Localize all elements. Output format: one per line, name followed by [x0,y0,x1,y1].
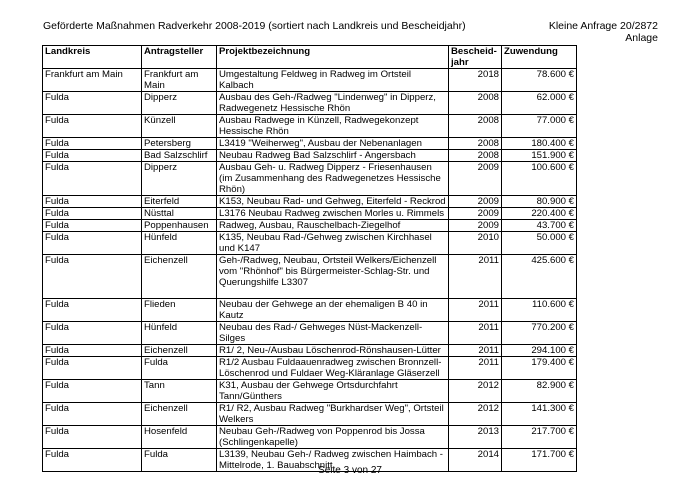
cell-zuwendung: 78.600 € [502,69,577,92]
table-row [43,232,577,255]
cell-jahr: 2014 [449,449,502,472]
cell-jahr: 2011 [449,299,502,322]
cell-zuwendung: 50.000 € [502,232,577,255]
cell-projekt: L3176 Neubau Radweg zwischen Morles u. Rimmels [217,208,449,220]
table-row [43,220,577,232]
table-row [43,208,577,220]
cell-projekt: K153, Neubau Rad- und Gehweg, Eiterfeld - Reckrod [217,196,449,208]
cell-jahr: 2008 [449,150,502,162]
cell-zuwendung: 82.900 € [502,380,577,403]
cell-landkreis: Fulda [43,403,142,426]
cell-antragsteller: Hünfeld [142,322,217,345]
cell-projekt: Neubau der Gehwege an der ehemaligen B 40 in Kautz [217,299,449,322]
cell-jahr: 2011 [449,345,502,357]
cell-antragsteller: Bad Salzschlirf [142,150,217,162]
cell-zuwendung: 62.000 € [502,92,577,115]
cell-jahr: 2011 [449,322,502,345]
table-row [43,115,577,138]
cell-projekt: R1/ R2, Ausbau Radweg "Burkhardser Weg", Ortsteil Welkers [217,403,449,426]
table-row [43,150,577,162]
cell-landkreis: Fulda [43,299,142,322]
page-title: Geförderte Maßnahmen Radverkehr 2008-2019 (sortiert nach Landkreis und Bescheidjahr) [43,20,466,32]
cell-projekt: K31, Ausbau der Gehwege Ortsdurchfahrt Tann/Günthers [217,380,449,403]
cell-antragsteller: Petersberg [142,138,217,150]
cell-zuwendung: 770.200 € [502,322,577,345]
cell-antragsteller: Fulda [142,449,217,472]
cell-landkreis: Fulda [43,220,142,232]
cell-projekt: Ausbau Geh- u. Radweg Dipperz - Friesenhausen (im Zusammenhang des Radwegenetzes Hessische Rhön) [217,162,449,196]
cell-zuwendung: 220.400 € [502,208,577,220]
cell-zuwendung: 171.700 € [502,449,577,472]
cell-antragsteller: Eichenzell [142,403,217,426]
table-row [43,196,577,208]
cell-antragsteller: Hosenfeld [142,426,217,449]
cell-antragsteller: Eichenzell [142,255,217,299]
cell-projekt: Neubau Radweg Bad Salzschlirf - Angersbach [217,150,449,162]
cell-jahr: 2009 [449,196,502,208]
cell-zuwendung: 43.700 € [502,220,577,232]
reference-line: Kleine Anfrage 20/2872 [548,20,658,32]
cell-zuwendung: 179.400 € [502,357,577,380]
cell-landkreis: Fulda [43,92,142,115]
cell-landkreis: Fulda [43,150,142,162]
cell-jahr: 2011 [449,357,502,380]
cell-landkreis: Fulda [43,138,142,150]
column-header-projektbezeichnung: Projektbezeichnung [217,46,449,69]
cell-jahr: 2013 [449,426,502,449]
cell-landkreis: Fulda [43,162,142,196]
cell-jahr: 2018 [449,69,502,92]
cell-antragsteller: Eiterfeld [142,196,217,208]
cell-jahr: 2009 [449,162,502,196]
table-row [43,322,577,345]
cell-antragsteller: Frankfurt am Main [142,69,217,92]
cell-landkreis: Fulda [43,345,142,357]
cell-projekt: Neubau Geh-/Radweg von Poppenrod bis Jossa (Schlingenkapelle) [217,426,449,449]
cell-zuwendung: 294.100 € [502,345,577,357]
cell-projekt: L3139, Neubau Geh-/ Radweg zwischen Haimbach - Mittelrode, 1. Bauabschnitt [217,449,449,472]
cell-landkreis: Frankfurt am Main [43,69,142,92]
cell-projekt: R1/ 2, Neu-/Ausbau Löschenrod-Rönshausen-Lütter [217,345,449,357]
cell-projekt: Ausbau Radwege in Künzell, Radwegekonzept Hessische Rhön [217,115,449,138]
table-row [43,162,577,196]
cell-antragsteller: Dipperz [142,162,217,196]
cell-jahr: 2008 [449,138,502,150]
table-row [43,357,577,380]
cell-antragsteller: Poppenhausen [142,220,217,232]
page-number: Seite 3 von 27 [318,465,382,476]
cell-jahr: 2012 [449,380,502,403]
cell-antragsteller: Flieden [142,299,217,322]
table-row [43,69,577,92]
cell-landkreis: Fulda [43,357,142,380]
cell-landkreis: Fulda [43,380,142,403]
cell-jahr: 2009 [449,220,502,232]
cell-landkreis: Fulda [43,449,142,472]
column-header-bescheidjahr: Bescheid-jahr [449,46,502,69]
table-row [43,255,577,299]
cell-zuwendung: 217.700 € [502,426,577,449]
cell-jahr: 2009 [449,208,502,220]
cell-antragsteller: Tann [142,380,217,403]
cell-zuwendung: 100.600 € [502,162,577,196]
cell-landkreis: Fulda [43,115,142,138]
table-row [43,345,577,357]
column-header-antragsteller: Antragsteller [142,46,217,69]
cell-jahr: 2011 [449,255,502,299]
cell-jahr: 2010 [449,232,502,255]
cell-projekt: Radweg, Ausbau, Rauschelbach-Ziegelhof [217,220,449,232]
table-row [43,138,577,150]
cell-jahr: 2008 [449,115,502,138]
cell-zuwendung: 110.600 € [502,299,577,322]
cell-jahr: 2012 [449,403,502,426]
cell-landkreis: Fulda [43,255,142,299]
cell-zuwendung: 141.300 € [502,403,577,426]
cell-antragsteller: Nüsttal [142,208,217,220]
cell-projekt: L3419 "Weiherweg", Ausbau der Nebenanlagen [217,138,449,150]
cell-landkreis: Fulda [43,208,142,220]
cell-projekt: Umgestaltung Feldweg in Radweg im Ortsteil Kalbach [217,69,449,92]
column-header-landkreis: Landkreis [43,46,142,69]
cell-landkreis: Fulda [43,426,142,449]
cell-antragsteller: Künzell [142,115,217,138]
cell-projekt: K135, Neubau Rad-/Gehweg zwischen Kirchhasel und K147 [217,232,449,255]
table-header-row [43,46,577,69]
cell-antragsteller: Fulda [142,357,217,380]
cell-zuwendung: 80.900 € [502,196,577,208]
table-row [43,426,577,449]
document-reference [549,20,658,44]
cell-zuwendung: 151.900 € [502,150,577,162]
cell-projekt: Neubau des Rad-/ Gehweges Nüst-Mackenzell-Silges [217,322,449,345]
cell-zuwendung: 77.000 € [502,115,577,138]
cell-antragsteller: Eichenzell [142,345,217,357]
table-row [43,403,577,426]
cell-zuwendung: 180.400 € [502,138,577,150]
cell-landkreis: Fulda [43,232,142,255]
table-row [43,92,577,115]
cell-antragsteller: Hünfeld [142,232,217,255]
cell-landkreis: Fulda [43,196,142,208]
column-header-zuwendung: Zuwendung [502,46,577,69]
cell-jahr: 2008 [449,92,502,115]
table-body [43,69,577,472]
cell-projekt: Geh-/Radweg, Neubau, Ortsteil Welkers/Eichenzell vom "Rhönhof" bis Bürgermeister-Schlag-Str. und Querungshilfe L3307 [217,255,449,299]
cell-zuwendung: 425.600 € [502,255,577,299]
cell-projekt: Ausbau des Geh-/Radweg "Lindenweg" in Dipperz, Radwegenetz Hessische Rhön [217,92,449,115]
cell-projekt: R1/2 Ausbau Fuldaauenradweg zwischen Bronnzell-Löschenrod und Fuldaer Weg-Kläranlage Gläserzell [217,357,449,380]
funding-table [42,45,577,472]
cell-landkreis: Fulda [43,322,142,345]
table-row [43,380,577,403]
cell-antragsteller: Dipperz [142,92,217,115]
table-row [43,299,577,322]
attachment-label: Anlage [625,32,658,44]
